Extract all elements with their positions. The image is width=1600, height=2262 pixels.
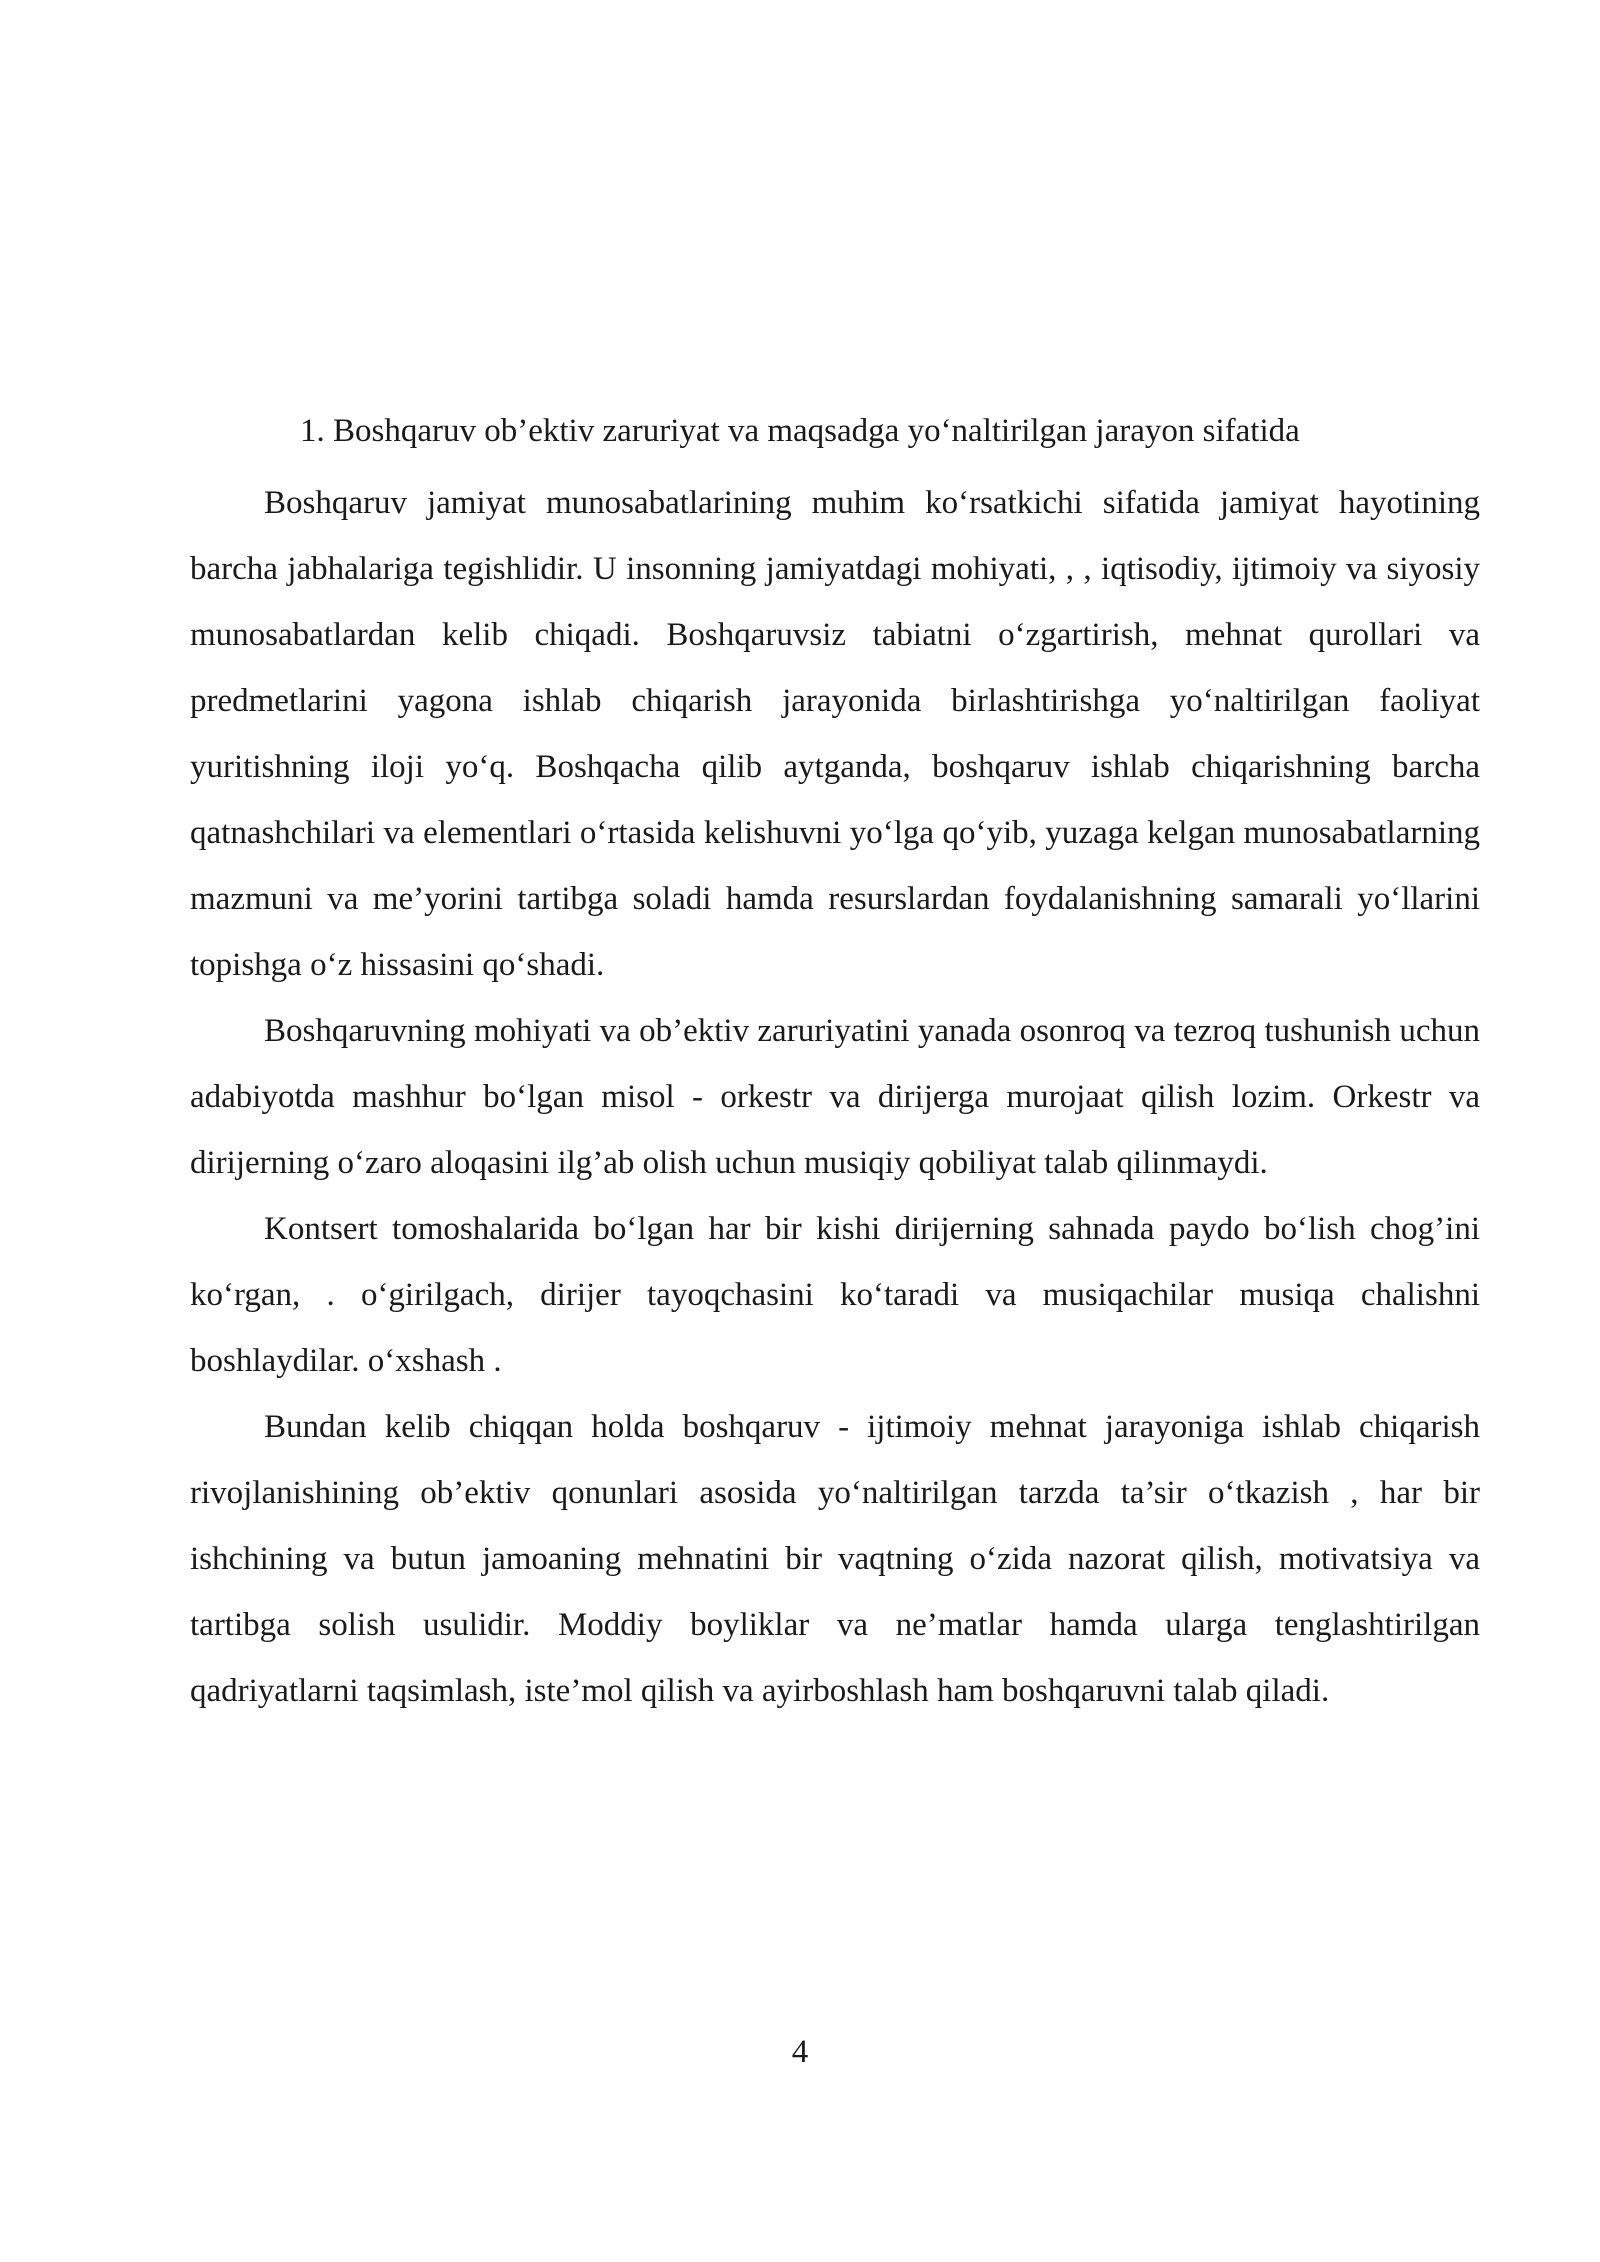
paragraph-4: Bundan kelib chiqqan holda boshqaruv - ijtimoiy mehnat jarayoniga ishlab chiqarish rivojlanishining ob’ektiv qonunlari asosida yo‘naltirilgan tarzda ta’sir o‘tkazish , har bir ishchining va butun jamoaning mehnatini bir vaqtning o‘zida nazorat qilish, motivatsiya va tartibga solish usulidir. Moddiy boyliklar va ne’matlar hamda ularga tenglashtirilgan qadriyatlarni taqsimlash, iste’mol qilish va ayirboshlash ham boshqaruvni talab qiladi. [190,1409,1480,1709]
page-content [190,398,1480,1724]
paragraph-1: Boshqaruv jamiyat munosabatlarining muhim ko‘rsatkichi sifatida jamiyat hayotining barcha jabhalariga tegishlidir. U insonning jamiyatdagi mohiyati, , , iqtisodiy, ijtimoiy va siyosiy munosabatlardan kelib chiqadi. Boshqaruvsiz tabiatni o‘zgartirish, mehnat qurollari va predmetlarini yagona ishlab chiqarish jarayonida birlashtirishga yo‘naltirilgan faoliyat yuritishning iloji yo‘q. Boshqacha qilib aytganda, boshqaruv ishlab chiqarishning barcha qatnashchilari va elementlari o‘rtasida kelishuvni yo‘lga qo‘yib, yuzaga kelgan munosabatlarning mazmuni va me’yorini tartibga soladi hamda resurslardan foydalanishning samarali yo‘llarini topishga o‘z hissasini qo‘shadi. [190,485,1480,983]
paragraph-2: Boshqaruvning mohiyati va ob’ektiv zaruriyatini yanada osonroq va tezroq tushunish uchun adabiyotda mashhur bo‘lgan misol - orkestr va dirijerga murojaat qilish lozim. Orkestr va dirijerning o‘zaro aloqasini ilg’ab olish uchun musiqiy qobiliyat talab qilinmaydi. [190,1013,1480,1181]
page-number: 4 [791,2034,809,2070]
section-heading: 1. Boshqaruv ob’ektiv zaruriyat va maqsadga yo‘naltirilgan jarayon sifatida [300,413,1300,449]
paragraph-3: Kontsert tomoshalarida bo‘lgan har bir kishi dirijerning sahnada paydo bo‘lish chog’ini ko‘rgan, . o‘girilgach, dirijer tayoqchasini ko‘taradi va musiqachilar musiqa chalishni boshlaydilar. o‘xshash . [190,1211,1480,1379]
